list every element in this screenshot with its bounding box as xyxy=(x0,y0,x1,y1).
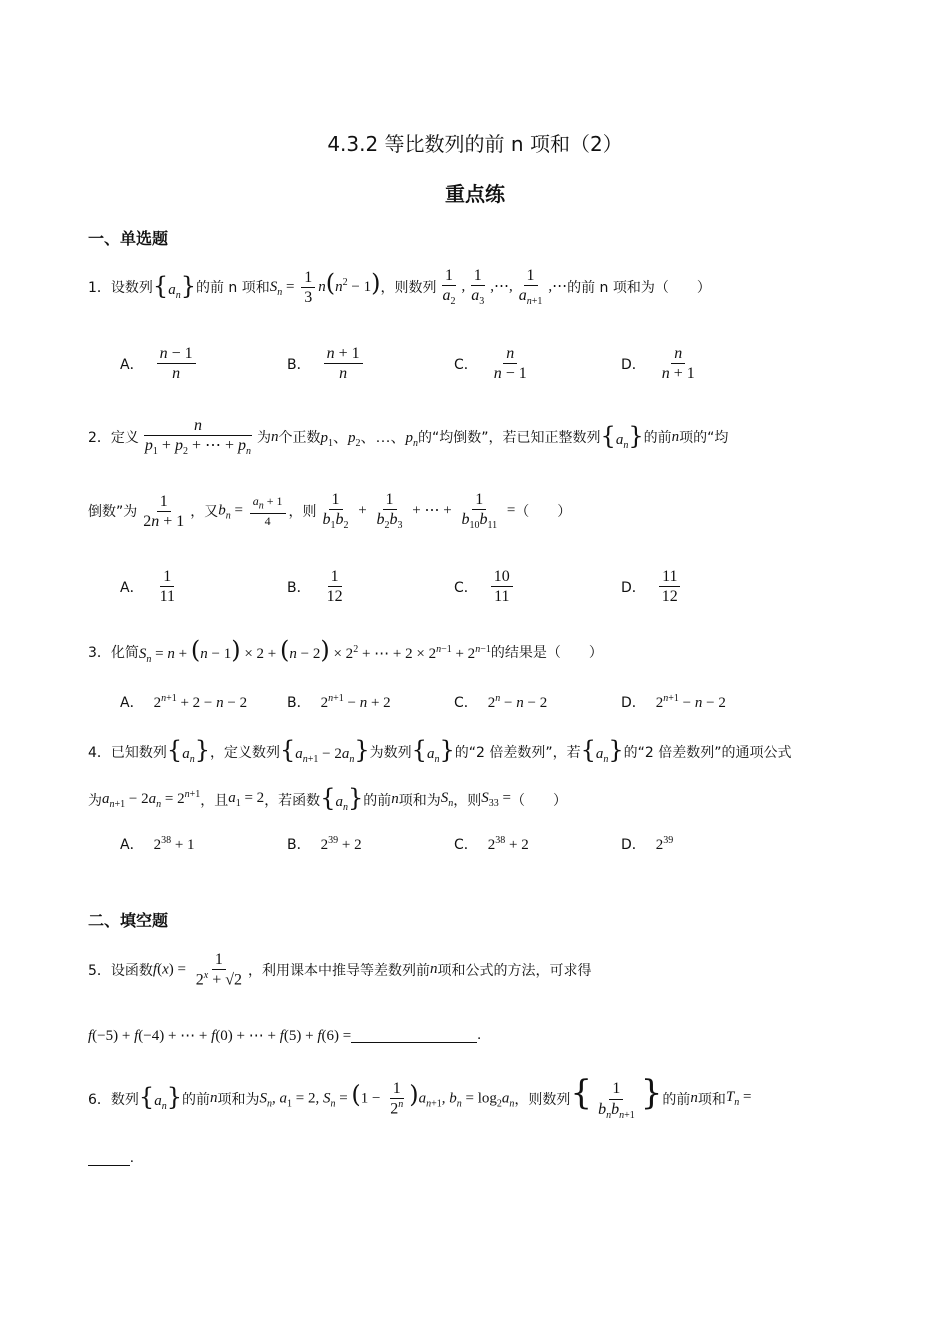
formula: $a_1 = 2$ xyxy=(228,790,265,809)
formula: $\{a_n\}$ xyxy=(320,784,364,813)
formula: n xyxy=(671,428,680,445)
formula: f(x) = $\frac{1}{2^x + √2}$ xyxy=(152,951,242,989)
option-d[interactable]: D． $\frac{n}{n + 1}$ xyxy=(621,345,695,383)
option-a[interactable]: A． $\frac{1}{11}$ xyxy=(120,568,175,606)
formula: $S_n$ = $\frac{1}{3}$ $n(n^2 - 1)$ xyxy=(269,268,381,306)
option-c[interactable]: C． $2^{38} + 2$ xyxy=(454,834,529,853)
question-1: 1． 设数列 $\{a_n\}$ 的前 n 项和 $S_n$ = $\frac{1}{3}$ $n(n^2 - 1)$ ，则数列 $\frac{1}{a_2}$ , $\frac{1}{a_3}$ ,⋯, $\frac{1}{a_{n+1}}$ ,⋯ 的前 n 项和为（ ） xyxy=(88,267,711,308)
option-b[interactable]: B． $\frac{n + 1}{n}$ xyxy=(287,344,366,383)
answer-blank[interactable] xyxy=(88,1151,130,1166)
option-a[interactable]: A． $2^{38} + 1$ xyxy=(120,834,195,853)
option-b[interactable]: B． $2^{39} + 2$ xyxy=(287,834,362,853)
question-2-cont: 倒数”为 $\frac{1}{2n + 1}$ ，又 $b_n$ = $\frac{a_n + 1}{4}$ ，则 $\frac{1}{b_1b_2}$ + $\frac{1}{b_2b_3}$ + ⋯ + $\frac{1}{b_{10}b_{11}}$ = （ ） xyxy=(88,491,572,532)
formula: f(−5) + f(−4) + ⋯ + f(0) + ⋯ + f(5) + f(6) = xyxy=(88,1028,352,1044)
formula: n xyxy=(209,1090,218,1107)
formula: $\{a_n\}$ xyxy=(411,736,455,765)
option-c[interactable]: C． $2^n - n - 2$ xyxy=(454,692,548,711)
page-subtitle: 重点练 xyxy=(445,182,505,206)
option-a[interactable]: A． $2^{n+1} + 2 - n - 2$ xyxy=(120,692,248,711)
section-fill-blank: 二、填空题 xyxy=(88,911,169,930)
formula: n xyxy=(430,961,438,978)
formula: $b_n$ = $\frac{a_n + 1}{4}$ xyxy=(218,494,288,528)
option-c[interactable]: C． $\frac{n}{n - 1}$ xyxy=(454,345,527,383)
formula: n xyxy=(391,791,399,807)
question-4-cont: 为 $a_{n+1} - 2a_n = 2^{n+1}$ ，且 $a_1 = 2$ ，若函数 $\{a_n\}$ 的前 n 项和为 $S_n$ ，则 $S_{33}$ = （ ） xyxy=(88,784,567,813)
option-b[interactable]: B． $\frac{1}{12}$ xyxy=(287,568,343,606)
formula: $\{a_n\}$ xyxy=(580,736,624,765)
formula: $\frac{1}{a_2}$ , $\frac{1}{a_3}$ ,⋯, $\frac{1}{a_{n+1}}$ ,⋯ xyxy=(442,267,568,308)
question-3: 3． 化简 $S_n = n + (n - 1) \times 2 + (n - 2) \times 2^2$ + ⋯ + $2 \times 2^{n-1} + 2^{n-1}$ 的结果是（ ） xyxy=(88,636,603,665)
question-5-cont: f(−5) + f(−4) + ⋯ + f(0) + ⋯ + f(5) + f(6) = . xyxy=(88,1027,481,1044)
formula: $a_{n+1} - 2a_n = 2^{n+1}$ xyxy=(102,789,201,810)
formula: n xyxy=(690,1090,698,1107)
section-single-choice: 一、单选题 xyxy=(88,229,169,248)
option-d[interactable]: D． $2^{39}$ xyxy=(621,834,674,853)
question-6-cont: . xyxy=(88,1150,134,1167)
formula: $\frac{1}{2n + 1}$ xyxy=(143,492,185,530)
formula: $T_n$ = xyxy=(725,1089,752,1109)
question-6: 6． 数列 $\{a_n\}$ 的前 n 项和为 $S_n$, $a_1 = 2$, $S_n = (1$ − $\frac{1}{2^n}$ )$a_{n+1}$, $b_n = \log_2a_n$ ，则数列 { $\frac{1}{b_nb_{n+1}}$ } 的前 n 项和 $T_n$ = xyxy=(88,1073,752,1121)
option-c[interactable]: C． $\frac{10}{11}$ xyxy=(454,567,516,606)
formula: { $\frac{1}{b_nb_{n+1}}$ } xyxy=(570,1073,663,1121)
formula: n xyxy=(271,428,279,445)
option-d[interactable]: D． $2^{n+1} - n - 2$ xyxy=(621,692,726,711)
formula: $S_{33}$ = xyxy=(481,790,511,809)
answer-blank[interactable] xyxy=(351,1028,477,1043)
option-b[interactable]: B． $2^{n+1} - n + 2$ xyxy=(287,692,391,711)
option-a[interactable]: A． $\frac{n - 1}{n}$ xyxy=(120,344,199,383)
formula: $\frac{n}{p_1 + p_2 + \cdots + p_n}$ xyxy=(144,417,251,458)
formula: $S_n$ xyxy=(440,790,454,809)
formula: $\{a_n\}$ xyxy=(152,271,196,301)
question-5: 5． 设函数 f(x) = $\frac{1}{2^x + √2}$ ，利用课本中推导等差数列前 n 项和公式的方法，可求得 xyxy=(88,951,592,989)
page-title: 4.3.2 等比数列的前 n 项和（2） xyxy=(327,132,623,156)
formula: $\{a_{n+1} - 2a_n\}$ xyxy=(279,736,370,765)
question-4: 4． 已知数列 $\{a_n\}$ ，定义数列 $\{a_{n+1} - 2a_n\}$ 为数列 $\{a_n\}$ 的“2 倍差数列”，若 $\{a_n\}$ 的“2 倍差数列”的通项公式 xyxy=(88,736,792,765)
formula: $\{a_n\}$ xyxy=(600,421,644,451)
formula: $S_n$, $a_1 = 2$, $S_n = (1$ − $\frac{1}{2^n}$ )$a_{n+1}$, $b_n = \log_2a_n$ xyxy=(259,1080,515,1118)
question-2: 2． 定义 $\frac{n}{p_1 + p_2 + \cdots + p_n}$ 为 n 个正数 $p_1$、$p_2$、…、$p_n$ 的“均倒数”，若已知正整数列 $\{a_n\}$ 的前 n 项的“均 xyxy=(88,417,729,458)
formula: $S_n = n + (n - 1) \times 2 + (n - 2) \times 2^2$ + ⋯ + $2 \times 2^{n-1} + 2^{n-1}$ xyxy=(138,636,491,665)
formula: $p_1$、$p_2$、…、$p_n$ xyxy=(320,429,419,449)
formula: $\{a_n\}$ xyxy=(166,736,210,765)
formula: $\{a_n\}$ xyxy=(138,1083,182,1113)
option-d[interactable]: D． $\frac{11}{12}$ xyxy=(621,567,684,606)
formula: $\frac{1}{b_1b_2}$ + $\frac{1}{b_2b_3}$ + ⋯ + $\frac{1}{b_{10}b_{11}}$ = xyxy=(322,491,516,532)
